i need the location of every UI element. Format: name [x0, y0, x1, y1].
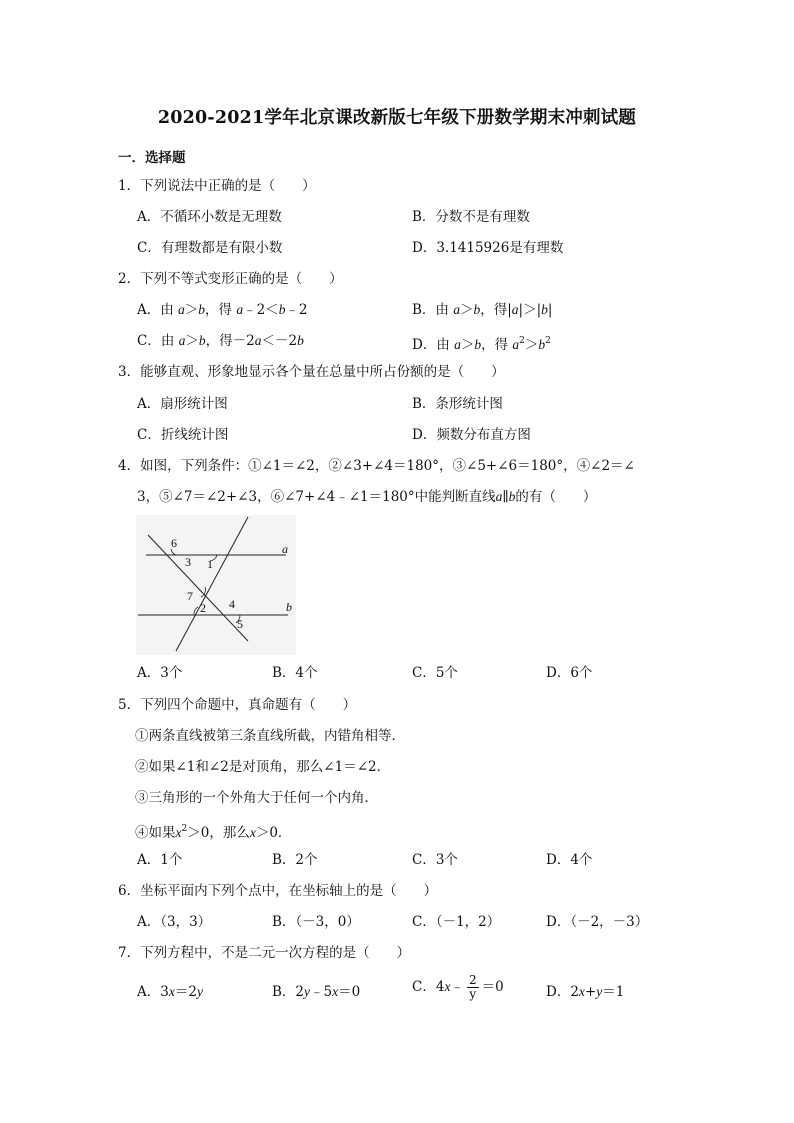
- question-6-option-d: D．（－2，－3）: [546, 914, 649, 930]
- question-5-statement-2: ②如果∠1和∠2是对顶角，那么∠1＝∠2．: [135, 759, 391, 775]
- fraction: $\frac{2}{y}$: [468, 973, 477, 1001]
- question-1-option-c: C．有理数都是有限小数: [137, 240, 283, 256]
- section-title: 一．选择题: [118, 150, 186, 166]
- question-5-option-d: D．4个: [546, 852, 593, 868]
- question-6-stem: 6．坐标平面内下列个点中，在坐标轴上的是（ ）: [118, 883, 438, 899]
- figure-label-7: 7: [187, 589, 193, 603]
- figure-label-1: 1: [207, 557, 213, 571]
- question-5-statement-4: ④如果$x^2>0$，那么x＞0．: [135, 824, 292, 841]
- question-7-option-b: B．2y﹣5x＝0: [272, 984, 361, 1000]
- figure-label-5: 5: [237, 617, 243, 631]
- question-4-option-d: D．6个: [546, 665, 593, 681]
- question-4-option-c: C．5个: [412, 665, 458, 681]
- question-4-option-a: A．3个: [137, 665, 183, 681]
- question-5-stem: 5．下列四个命题中，真命题有（ ）: [118, 697, 357, 713]
- figure-label-4: 4: [229, 597, 235, 611]
- figure-label-b: b: [286, 600, 292, 614]
- question-2-option-d: D．由 a＞b，得 $a^2>b^2$: [412, 336, 551, 353]
- question-7-option-d: D．2x+y＝1: [546, 984, 625, 1000]
- question-4-option-b: B．4个: [272, 665, 318, 681]
- question-5-option-c: C．3个: [412, 852, 458, 868]
- question-5-statement-3: ③三角形的一个外角大于任何一个内角．: [135, 790, 378, 806]
- question-1-option-a: A．不循环小数是无理数: [137, 209, 282, 225]
- question-2-stem: 2．下列不等式变形正确的是（ ）: [118, 271, 343, 287]
- question-7-stem: 7．下列方程中，不是二元一次方程的是（ ）: [118, 945, 411, 961]
- question-5-option-a: A．1个: [137, 852, 183, 868]
- question-4-stem-line2: 3，⑤∠7＝∠2+∠3，⑥∠7+∠4﹣∠1＝180°中能判断直线a∥b的有（ ）: [137, 489, 597, 505]
- question-6-option-a: A．（3，3）: [137, 914, 212, 930]
- question-2-option-c: C．由 a＞b，得－2a＜－2b: [137, 333, 304, 349]
- question-3-option-b: B．条形统计图: [412, 396, 503, 412]
- question-4-stem-line1: 4．如图，下列条件：①∠1＝∠2，②∠3+∠4＝180°，③∠5+∠6＝180°，④∠2＝∠: [118, 458, 635, 474]
- question-3-stem: 3．能够直观、形象地显示各个量在总量中所占份额的是（ ）: [118, 364, 505, 380]
- question-3-option-d: D．频数分布直方图: [412, 427, 531, 443]
- figure-label-2: 2: [200, 601, 206, 615]
- question-3-option-c: C．折线统计图: [137, 427, 229, 443]
- question-2-option-b: B．由 a＞b，得|a|＞|b|: [412, 302, 553, 318]
- question-3-option-a: A．扇形统计图: [137, 396, 228, 412]
- question-1-option-d: D．3.1415926是有理数: [412, 240, 564, 256]
- page-title: 2020-2021学年北京课改新版七年级下册数学期末冲刺试题: [157, 108, 637, 128]
- question-6-option-c: C．（－1，2）: [412, 914, 501, 930]
- question-7-option-a: A．3x＝2y: [137, 984, 203, 1000]
- question-5-option-b: B．2个: [272, 852, 318, 868]
- question-6-option-b: B．（－3，0）: [272, 914, 360, 930]
- figure-label-6: 6: [171, 536, 177, 550]
- question-7-option-c: C．4x﹣ $\frac{2}{y}$ ＝0: [412, 973, 504, 1001]
- question-1-stem: 1．下列说法中正确的是（ ）: [118, 178, 316, 194]
- question-2-option-a: A．由 a＞b，得 a﹣2＜b﹣2: [137, 302, 308, 318]
- parallel-lines-figure: [136, 515, 296, 655]
- question-5-statement-1: ①两条直线被第三条直线所截，内错角相等．: [135, 728, 405, 744]
- figure-label-a: a: [282, 542, 288, 556]
- figure-label-3: 3: [185, 555, 191, 569]
- question-1-option-b: B．分数不是有理数: [412, 209, 530, 225]
